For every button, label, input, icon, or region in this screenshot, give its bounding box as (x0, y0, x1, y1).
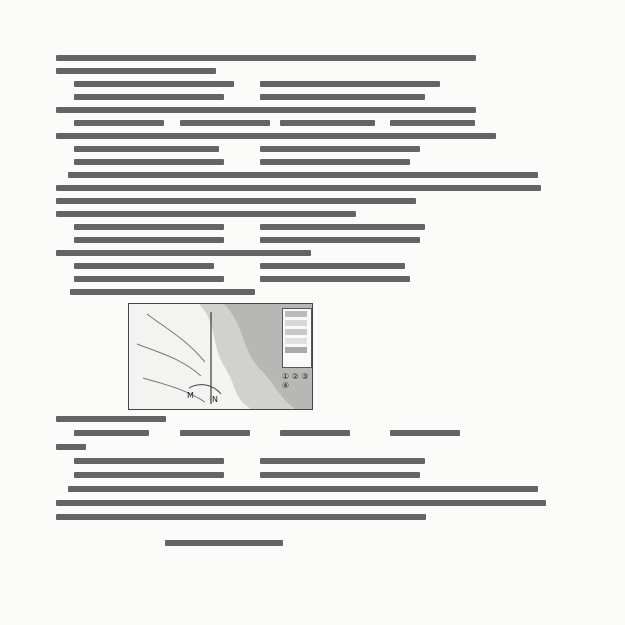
redacted-text-bar (74, 472, 224, 478)
redacted-text-bar (74, 237, 224, 243)
redacted-text-bar (74, 224, 224, 230)
redacted-text-bar (56, 500, 546, 506)
redacted-text-bar (74, 81, 234, 87)
redacted-text-bar (56, 107, 476, 113)
redacted-text-bar (74, 430, 149, 436)
question-line (52, 442, 567, 450)
redacted-text-bar (56, 250, 311, 256)
figure-label-n: N (212, 395, 218, 404)
redacted-text-bar (180, 430, 250, 436)
redacted-text-bar (280, 430, 350, 436)
redacted-text-bar (74, 94, 224, 100)
redacted-text-bar (56, 185, 541, 191)
redacted-text-bar (180, 120, 270, 126)
legend-row (285, 329, 307, 335)
redacted-text-bar (74, 276, 224, 282)
legend-row (285, 347, 307, 353)
redacted-text-bar (260, 81, 440, 87)
figure-legend (282, 308, 312, 388)
redacted-text-bar (74, 458, 224, 464)
redacted-text-bar (74, 120, 164, 126)
redacted-text-bar (68, 486, 538, 492)
redacted-text-bar (390, 430, 460, 436)
legend-row (285, 320, 307, 326)
redacted-text-bar (56, 68, 216, 74)
redacted-text-bar (390, 120, 475, 126)
figure-label-m: M (187, 391, 194, 400)
redacted-text-bar (260, 472, 420, 478)
redacted-text-bar (280, 120, 375, 126)
redacted-text-bar (56, 198, 416, 204)
redacted-text-bar (70, 289, 255, 295)
redacted-text-bar (260, 237, 420, 243)
legend-row (285, 338, 307, 344)
legend-number-strip: ① ② ③ ④ (282, 372, 309, 390)
redacted-text-bar (260, 94, 425, 100)
redacted-text-bar (56, 211, 356, 217)
redacted-text-bar (56, 133, 496, 139)
redacted-text-bar (74, 146, 219, 152)
redacted-text-bar (56, 416, 166, 422)
redacted-text-bar (260, 458, 425, 464)
redacted-text-bar (68, 172, 538, 178)
redacted-text-bar (260, 276, 410, 282)
redacted-text-bar (56, 444, 86, 450)
redacted-text-bar (260, 146, 420, 152)
redacted-text-bar (56, 514, 426, 520)
legend-row (285, 311, 307, 317)
redacted-footer-bar (165, 540, 283, 546)
redacted-text-bar (260, 224, 425, 230)
redacted-text-bar (74, 159, 224, 165)
redacted-text-bar (260, 263, 405, 269)
redacted-text-bar (74, 263, 214, 269)
redacted-text-bar (260, 159, 410, 165)
redacted-text-bar (56, 55, 476, 61)
